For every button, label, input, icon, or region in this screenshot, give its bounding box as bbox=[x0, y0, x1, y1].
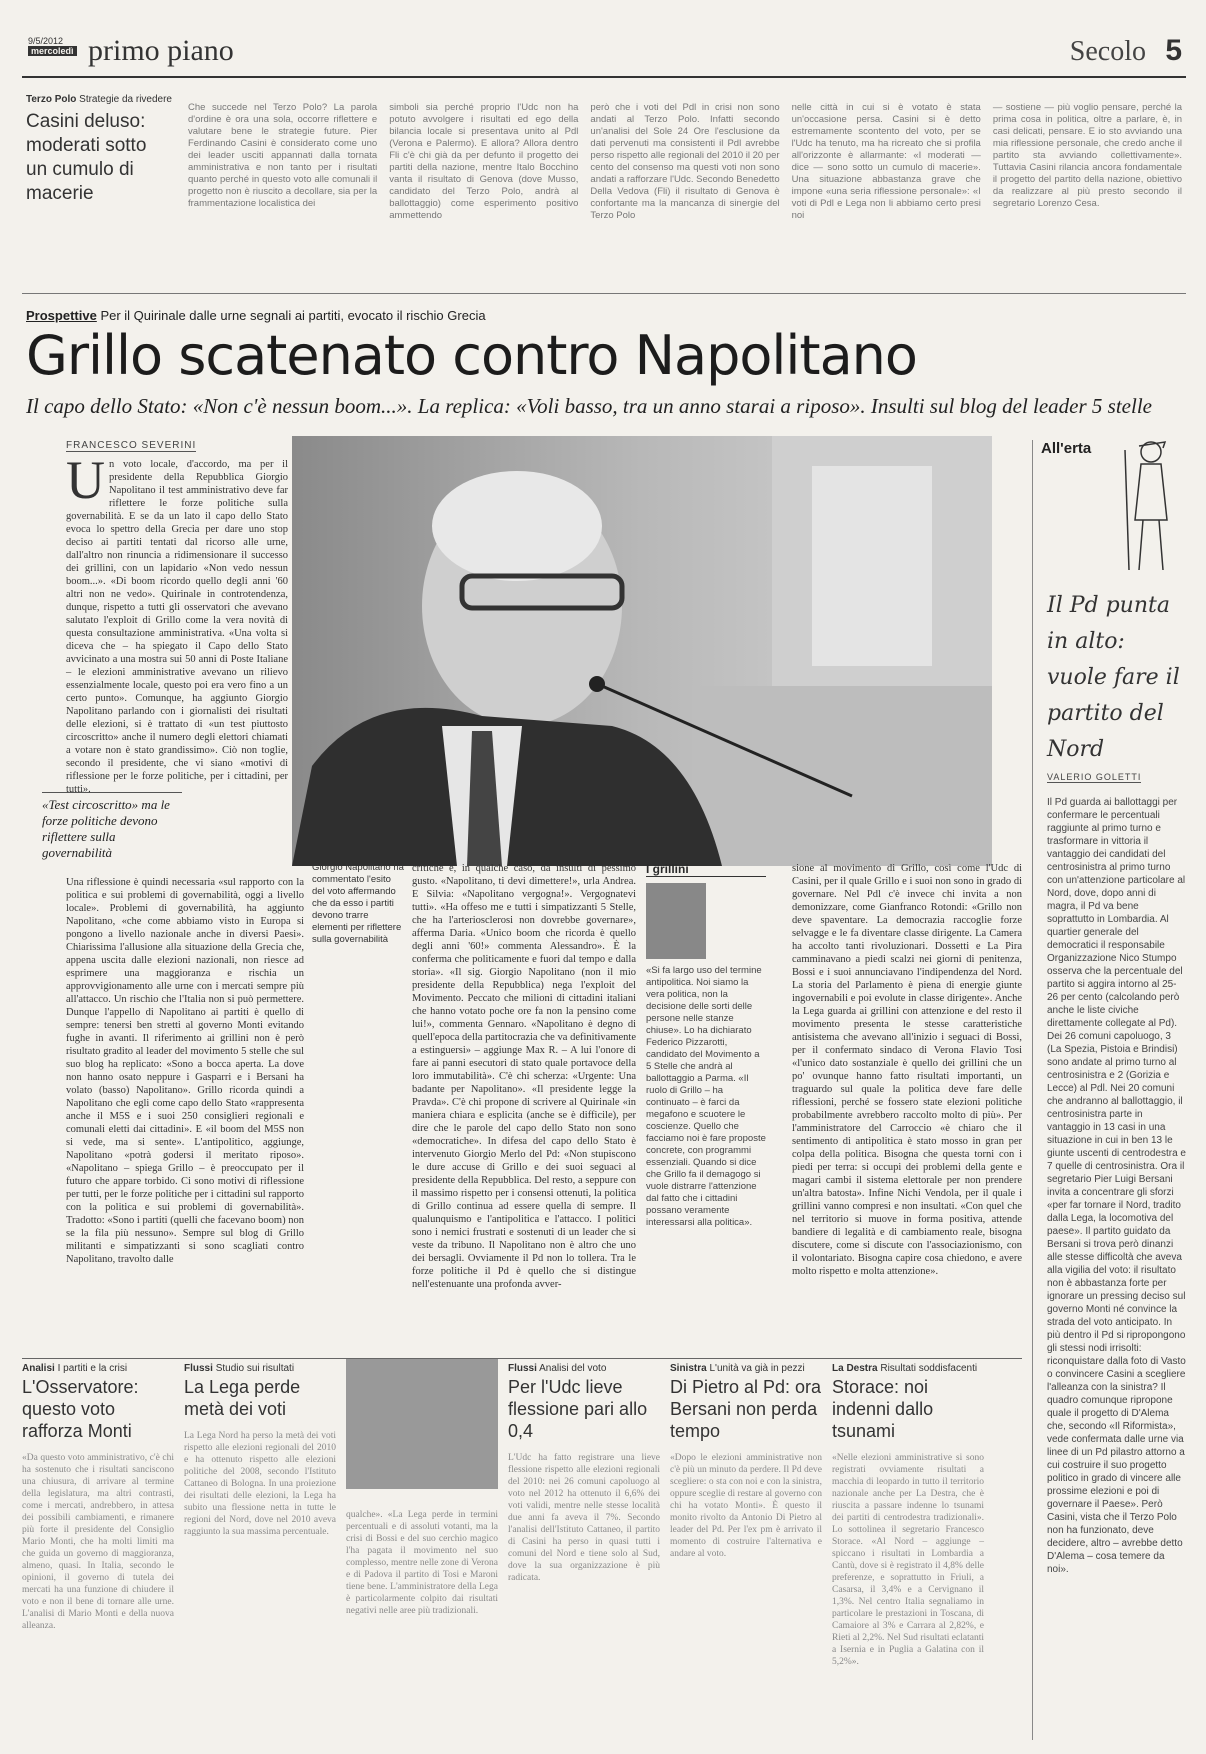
bottom-article bbox=[670, 1359, 822, 1738]
byline: FRANCESCO SEVERINI bbox=[66, 440, 197, 451]
allerta-text: Il Pd guarda ai ballottaggi per confermare le percentuali raggiunte al primo turno e trasformare in vittoria il vantaggio dei candidati del centrosinistra al primo turno con un'attenzione particolare al Nord, dove, dopo anni di magra, il Pd va bene soprattutto in Lombardia. Al quartier generale del democratici il responsabile Organizzazione Nico Stumpo osserva che la percentuale del partito si aggira intorno al 25-26 per cento (calcolando però anche le liste civiche direttamente collegate al Pd). Dei 26 comuni capoluogo, 3 (La Spezia, Pistoia e Brindisi) sono andate al primo turno al centrosinistra e 2 (Gorizia e Lecce) al Pdl. Nei 20 comuni che andranno al ballottaggio, il centrosinistra parte in vantaggio in 13 casi in una situazione in cui in ben 13 le giunte uscenti di centrodestra e 7 quelle di centrosinistra. Ora il segretario Pier Luigi Bersani invita a concentrare gli sforzi «per far tornare il Nord, tradito dalla Lega, la locomotiva del paese». Il partito guidato da Bersani si trova però dinanzi alle stesse difficoltà che aveva alla vigilia del voto: il risultato non è abbastanza forte per ignorare un pressing deciso sul governo Monti né convince la strada del voto anticipato. In più dentro il Pd si ripropongono gli stessi nodi irrisolti: riconquistare dalla foto di Vasto o convincere Casini a scegliere l'alleanza con la sinistra? Il quadro comunque ripropone quale il progetto di D'Alema che, secondo «Il Riformista», vede confermata dalle urne via linee di un Pd pilastro attorno a cui costruire il suo progetto politico in grado di vincere alle prossime elezioni e poi di governare il Paese». Però Casini, vista che il Terzo Polo non ha funzionato, deve decidere, altro – avrebbe detto D'Alema – cosa temere da noi». bbox=[1047, 797, 1186, 1575]
newspaper-page bbox=[22, 30, 1186, 1730]
bottom-kicker bbox=[508, 1359, 660, 1374]
date-weekday: mercoledì bbox=[28, 46, 77, 56]
bottom-text: «Da questo voto amministrativo, c'è chi ha sostenuto che i risultati sanciscono una chiusura, di arrivare al termine della legislatura, ma altri contrasti, come i mercati, andrebbero, in attesa dei possibili cambiamenti, e rimanere più forte il presidente del Consiglio Mario Monti, che ha molti limiti ma che guida un governo di maggioranza, almeno, quasi. In Italia, secondo le opinioni, il governo di tutela dei mercati ha una funzione di chiudere il voto e non il bene di tornare alle urne. L'analisi di Mario Monti e della nuova alleanza. bbox=[22, 1453, 174, 1631]
bottom-title: Per l'Udc lieve flessione pari allo 0,4 bbox=[508, 1377, 648, 1441]
section-title: primo piano bbox=[88, 34, 234, 67]
headline: Grillo scatenato contro Napolitano bbox=[26, 324, 917, 387]
bottom-text: L'Udc ha fatto registrare una lieve flessione rispetto alle elezioni regionali del 2010: nei 26 comuni capoluogo al voto nel 2012 ha ottenuto il 6,6% dei voti validi, mentre nelle stesse località due anni fa aveva il 7%. Secondo l'analisi dell'Istituto Cattaneo, il partito di Casini ha perso in quasi tutti i comuni del Nord e tiene solo al Sud, dove la sua organizzazione è più radicata. bbox=[508, 1453, 660, 1583]
bottom-title: La Lega perde metà dei voti bbox=[184, 1377, 301, 1419]
subheadline: Il capo dello Stato: «Non c'è nessun boom...». La replica: «Voli basso, tra un anno starai a riposo». Insulti sul blog del leader 5 stelle bbox=[26, 394, 1152, 418]
bottom-kicker-bold: Analisi bbox=[22, 1363, 55, 1374]
allerta-byline: VALERIO GOLETTI bbox=[1047, 772, 1142, 782]
bottom-title: Di Pietro al Pd: ora Bersani non perda tempo bbox=[670, 1377, 822, 1441]
terzo-polo-article bbox=[22, 94, 1186, 294]
issue-date bbox=[28, 36, 77, 56]
bottom-article bbox=[832, 1359, 984, 1738]
bottom-title: L'Osservatore: questo voto rafforza Monti bbox=[22, 1377, 139, 1441]
dropcap: U bbox=[66, 450, 105, 510]
bottom-kicker-rest: L'unità va già in pezzi bbox=[709, 1363, 805, 1374]
bottom-article bbox=[346, 1359, 498, 1738]
bottom-kicker-bold: La Destra bbox=[832, 1363, 878, 1374]
bottom-kicker bbox=[670, 1359, 822, 1374]
terzo-column: Che succede nel Terzo Polo? La parola d'ordine è ora una sola, occorre riflettere e valutare bene le strategie future. Pier Ferdinando Casini è considerato come uno dei leader usciti appannati dalla tornata amministrativa e non tanto per i risultati quanto perché in questo voto alle comunali il progetto non è riuscito a decollare, sia per la frammentazione localistica dei bbox=[188, 102, 378, 209]
bottom-kicker-rest: I partiti e la crisi bbox=[57, 1363, 128, 1374]
article-kicker-rest: Per il Quirinale dalle urne segnali ai partiti, evocato il rischio Grecia bbox=[100, 308, 486, 323]
pullquote: «Test circoscritto» ma le forze politiche devono riflettere sulla governabilità bbox=[42, 792, 182, 861]
allerta-quote: Il Pd punta in alto: vuole fare il partito del Nord bbox=[1047, 593, 1180, 762]
article-kicker bbox=[26, 308, 486, 323]
page-number: 5 bbox=[1165, 34, 1182, 67]
pizzarotti-photo bbox=[646, 883, 706, 959]
bottom-article bbox=[184, 1359, 336, 1738]
bottom-kicker-bold: Flussi bbox=[508, 1363, 537, 1374]
terzo-column: nelle città in cui si è votato è stata un'occasione persa. Casini si è detto estremamente scontento del voto, per se l'Udc ha tenuto, ma ha ricreato che si profila all'orizzonte è allarmante: «I moderati — dice — sono sotto un cumulo di macerie». Una situazione abbastanza grave che impone «una seria riflessione personale»: «I voti di Pdl e Lega non li abbiamo certo presi noi bbox=[791, 102, 981, 221]
article-column-1-wrap bbox=[192, 790, 288, 860]
terzo-column: simboli sia perché proprio l'Udc non ha potuto avvolgere i risultati ed ego della bilancia locale si presentava unito al Pdl (Verona e Palermo). E allora? Allora dentro Fli c'è chi già da per defunto il progetto dei partiti della nazione, mentre Italo Bocchino vanta il risultato di Genova (dove Musso, candidato del Terzo Polo, andrà al ballottaggio) come esperimento positivo ammettendo bbox=[389, 102, 579, 221]
bottom-kicker-rest: Risultati soddisfacenti bbox=[880, 1363, 978, 1374]
sentinel-sketch-icon bbox=[1113, 430, 1187, 580]
bottom-kicker bbox=[832, 1359, 984, 1374]
article-column-1-top bbox=[66, 450, 288, 795]
grillini-box bbox=[646, 862, 766, 1352]
bottom-text: «Nelle elezioni amministrative si sono registrati ovviamente risultati a macchia di leopardo in tutto il territorio nazionale anche per La Destra, che è riuscita a passare indenne lo tsunami dei partiti di centrodestra tradizionali». Lo sottolinea il segretario Francesco Storace. «Al Nord – aggiunge – spiccano i risultati in Lombardia a Cantù, dove si è registrato il 4,8% delle preferenze, e soprattutto in Friuli, a Casarsa, il 3,4% e a Cervignano il 1,3%. Nel centro Italia segnaliamo in particolare le prestazioni in Toscana, di Camaiore al 3% e Carrara al 2,82%, e Rieti al 2,2%. Nel Sud risultati eclatanti a Isernia e in Puglia a Galatina con il 5,2%». bbox=[832, 1453, 984, 1667]
article-column-2: critiche e, in qualche caso, da insulti di pessimo gusto. «Napolitano, ti devi dimettere!», urla Andrea. E Silvia: «Napolitano vergogna!». Vergognatevi tutti». «Ha offeso me e tutti i simpatizzanti 5 Stelle, che ha l'arteriosclerosi non dovrebbe governare», afferma Daria. «Unico boom che ricorda è quello degli anni '60!» commenta Alessandro». È la conferma che politicamente e fuori dal tempo e dalla storia». «Il sig. Giorgio Napolitano (non il mio presidente della Repubblica) nega l'exploit del Movimento. Peccato che milioni di cittadini italiani che hanno votato poche ore fa non la pensino come lui!», commenta Gennaro. «Napolitano è degno di quell'epoca della partitocrazia che va definitivamente a estinguersi» – aggiunge Max R. – A lui l'onore di fare ai panni esecutori di stato quale portavoce della loro immutabilità». C'è chi scherza: «Urgente: Una badante per Napolitano». «Il presidente legge la Pravda». C'è chi propone di scrivere al Quirinale «in maniera chiara e esplicita (anche se è difficile), per dire che le parole del capo dello Stato non sono «democratiche». In difesa del capo dello Stato è intervenuto Giorgio Merlo del Pd: «Non stupiscono le dure accuse di Grillo e dei suoi seguaci al presidente della Repubblica. Del resto, a seppure con il massimo rispetto per i consensi ottenuti, la politica di Grillo continua ad essere quella di sempre. Il qualunquismo e l'antipolitica e l'attacco. I politici sono i nemici frustrati e sostenuti di un leader che si veste da tribuno. Il Napolitano non è altro che uno dei bersagli. Ovviamente il Pd non lo tollera. Tra le forze politiche il Pd è quello che si distingue nell'estenuante una profonda avver- bbox=[412, 863, 636, 1290]
photo-caption: Giorgio Napolitano ha commentato l'esito del voto affermando che da esso i partiti devono trarre elementi per riflettere sulla governabilità bbox=[312, 862, 404, 945]
terzo-kicker-rest: Strategie da rivedere bbox=[79, 94, 172, 105]
photo-illustration bbox=[292, 436, 992, 866]
terzo-title: Casini deluso: moderati sotto un cumulo di macerie bbox=[26, 111, 147, 204]
grillini-text: «Si fa largo uso del termine antipolitica. Noi siamo la vera politica, non la decisione delle sorti delle persone nelle stanze chiuse». Lo ha dichiarato Federico Pizzarotti, candidato del Movimento a 5 Stelle che andrà al ballottaggio a Parma. «Il ruolo di Grillo – ha continuato – è farci da megafono e scuotere le coscienze. Quello che facciamo noi è fare proposte concrete, con programmi essenziali. Quando si dice che Grillo fa il demagogo si vuole distrarre l'attenzione dal fatto che i cittadini possano veramente interessarsi alla politica». bbox=[646, 965, 766, 1228]
napolitano-photo bbox=[292, 436, 992, 866]
article-kicker-bold: Prospettive bbox=[26, 308, 97, 323]
page-header bbox=[22, 30, 1186, 78]
article-text: n voto locale, d'accordo, ma per il presidente della Repubblica Giorgio Napolitano il test amministrativo deve far riflettere le forze politiche sulla governabilità. E se da un lato il capo dello Stato evoca lo spettro della Grecia per dare uno stop deciso ai partiti tentati dal ricorso alle urne, dall'altro non rinuncia a ridimensionare il successo dei grillini, con un lapidario «Non vedo nessun boom...». «Di boom ricordo quello degli anni '60 altri non ne vedo». Quirinale in controtendenza, dunque, rispetto a tutti gli osservatori che avevano salutato l'exploit di Grillo come la vera novità di questa consultazione amministrativa. «Una volta si diceva che – ha spiegato il Capo dello Stato avvicinato a una mostra sui 50 anni di Poste Italiane – le elezioni amministrative avevano un rilievo essenzialmente locale, questo poi era vero fino a un certo punto». Comunque, ha aggiunto Giorgio Napolitano parlando con i giornalisti dei risultati delle elezioni, si è trattato di «un test piuttosto circoscritto» anche il numero degli elettori chiamati a votare non è stato grandissimo». Ciò non toglie, secondo il presidente, che vi siano «motivi di riflessione per le forze politiche, per i cittadini, per tutti». bbox=[66, 459, 288, 795]
bottom-kicker-bold: Flussi bbox=[184, 1363, 213, 1374]
bottom-kicker-rest: Studio sui risultati bbox=[215, 1363, 295, 1374]
bottom-strip bbox=[22, 1358, 1022, 1738]
bottom-kicker-bold: Sinistra bbox=[670, 1363, 707, 1374]
terzo-column: — sostiene — più voglio pensare, perché la prima cosa in politica, oltre a parlare, è, in casi delicati, pensare. E io sto avviando una mia riflessione personale, che credo anche il partito sta avviando collettivamente». Tuttavia Casini rilancia ancora fondamentale il progetto del partito della nazione, obiettivo da realizzare al più presto secondo il segretario Lorenzo Cesa. bbox=[992, 102, 1183, 209]
bossi-photo bbox=[346, 1359, 498, 1489]
bottom-kicker bbox=[184, 1359, 336, 1374]
allerta-sidebar bbox=[1032, 440, 1186, 1740]
bottom-text: qualche». «La Lega perde in termini percentuali e di assoluti votanti, ma la crisi di Bossi e del suo cerchio magico l'ha pagata il movimento nel suo complesso, mentre nelle zone di Verona e di Padova il partito di Tosi e Maroni tiene bene. L'amministratore della Lega è particolarmente colpito dai risultati negativi nelle aree più tradizionali. bbox=[346, 1510, 498, 1616]
bottom-text: «Dopo le elezioni amministrative non c'è più un minuto da perdere. Il Pd deve scegliere: o sta con noi e con la sinistra, oppure sceglie di restare al governo con chi ha votato Monti». È questo il monito rivolto da Antonio Di Pietro al leader del Pd. Per l'ex pm è arrivato il momento di costruire l'alternativa e andare al voto. bbox=[670, 1453, 822, 1559]
terzo-kicker bbox=[26, 94, 172, 105]
bottom-title: Storace: noi indenni dallo tsunami bbox=[832, 1377, 934, 1441]
bottom-article bbox=[508, 1359, 660, 1738]
terzo-column: però che i voti del Pdl in crisi non sono andati al Terzo Polo. Infatti secondo un'analisi del Sole 24 Ore l'esclusione da dati pervenuti ma consistenti il Pdl avrebbe perso rispetto alle regionali del 2010 il 20 per cento del consenso ma questi voti non sono andati a rafforzare l'Udc. Secondo Benedetto Della Vedova (Fli) il risultato di Genova è confortante ma la mancanza di sinergie del Terzo Polo bbox=[590, 102, 780, 221]
bottom-kicker bbox=[22, 1359, 174, 1374]
bottom-text: La Lega Nord ha perso la metà dei voti rispetto alle elezioni regionali del 2010 e ha ottenuto rispetto alle elezioni politiche del 2008, secondo l'Istituto Cattaneo di Bologna. In una proiezione dei risultati delle elezioni, la Lega ha subito una flessione netta in tutte le regioni del Nord, dove nel 2010 aveva raggiunto la sua massima percentuale. bbox=[184, 1431, 336, 1537]
article-column-3: sione al movimento di Grillo, così come l'Udc di Casini, per il quale Grillo e i suoi non sono in grado di governare. Nel Pdl c'è invece chi invita a non demonizzare, come Gianfranco Rotondi: «Grillo non deve spaventare. La democrazia raccoglie forze selvagge e le fa diventare classe dirigente. La Camera ha accolto tanti rivoluzionari. Dossetti e La Pira camminavano a piedi scalzi nei giorni di penitenza, Bossi e i suoi annunciavano l'indipendenza del Nord. La storia del Parlamento è piena di energie giunte ingovernabili e poi evolute in classe dirigente». Anche la Lega guarda ai grillini con attenzione e del resto il movimento presenta le stesse caratteristiche antisistema che avevano all'inizio i seguaci di Bossi, per il confermato sindaco di Verona Flavio Tosi «l'unico dato sostanziale è quello dei grillini che un po' ovunque hanno fatto risultati importanti, un traguardo sul quale la politica deve fare delle riflessioni, perché se fossero state elezioni politiche probabilmente avrebbero raccolto molto di più». Per l'amministratore del Carroccio «è chiaro che il sentimento di antipolitica è stato mosso in gran per colpa della politica. Bisogna che questa torni con i piedi per terra: si occupi dei problemi della gente e magari cambi il sistema elettorale per non prendere un'altra batosta». Infine Nichi Vendola, per il quale i grillini vanno compresi e non insultati. «Con quel che nel territorio si muove in forma positiva, attende bandiere di legalità e di cambiamento reale, bisogna discutere, come si discute con l'associazionismo, con il volontariato. Bisogna capire cosa chiedono, e avere molto rispetto e molta attenzione». bbox=[792, 863, 1022, 1277]
allerta-title: All'erta bbox=[1041, 440, 1092, 457]
terzo-kicker-bold: Terzo Polo bbox=[26, 94, 77, 105]
grillini-title: I grillini bbox=[646, 862, 766, 877]
article-column-1-bottom: Una riflessione è quindi necessaria «sul rapporto con la politica e sui problemi di governabilità, oggi a livello locale». Problemi di governabilità, ha aggiunto Napolitano, «che come abbiamo visto in Europa si pongono a livello nazionale anche in diversi Paesi». Chiarissima l'allusione alla situazione della Grecia che, appena uscita dalle elezioni nazionali, non riesce ad esprimere una maggioranza e rischia un approvvigionamento alle urne con i mercati sempre più all'attacco. Un rischio che l'Italia non si può permettere. Dunque l'appello di Napolitano ai partiti è quello di sempre: tenersi ben stretti al governo Monti evitando fughe in avanti. Il riferimento ai grillini non è però risultato gradito al leader del movimento 5 stelle che sul suo blog ha replicato: «Sono a bocca aperta. La dove non hanno osato neppure i Gasparri e i Bersani ha volato (basso) Napolitano». Grillo ricorda quindi a Napolitano che egli come capo dello Stato «rappresenta anche il M5S e i suoi 250 consiglieri regionali e comunali eletti dai cittadini». E «il boom del M5S non si vede, ma si sente». L'antipolitico, aggiunge, Napolitano «potrà godersi il meritato riposo». «Napolitano – spiega Grillo – è preoccupato per il futuro che appare torbido. Ci sono motivi di riflessione per tutti, per le forze politiche per i cittadini sul rapporto con la politica e sui problemi di governabilità». Tradotto: «Sono i partiti (quelli che facevano boom) non se la fila più nessuno». Sempre sul blog di Grillo militanti e simpatizzanti si sono scagliati contro Napolitano, travolto dalle bbox=[66, 877, 304, 1265]
bottom-article bbox=[22, 1359, 174, 1738]
date-number: 9/5/2012 bbox=[28, 36, 64, 46]
newspaper-name: Secolo bbox=[1069, 36, 1146, 67]
terzo-columns bbox=[188, 102, 1182, 287]
bottom-kicker-rest: Analisi del voto bbox=[539, 1363, 607, 1374]
